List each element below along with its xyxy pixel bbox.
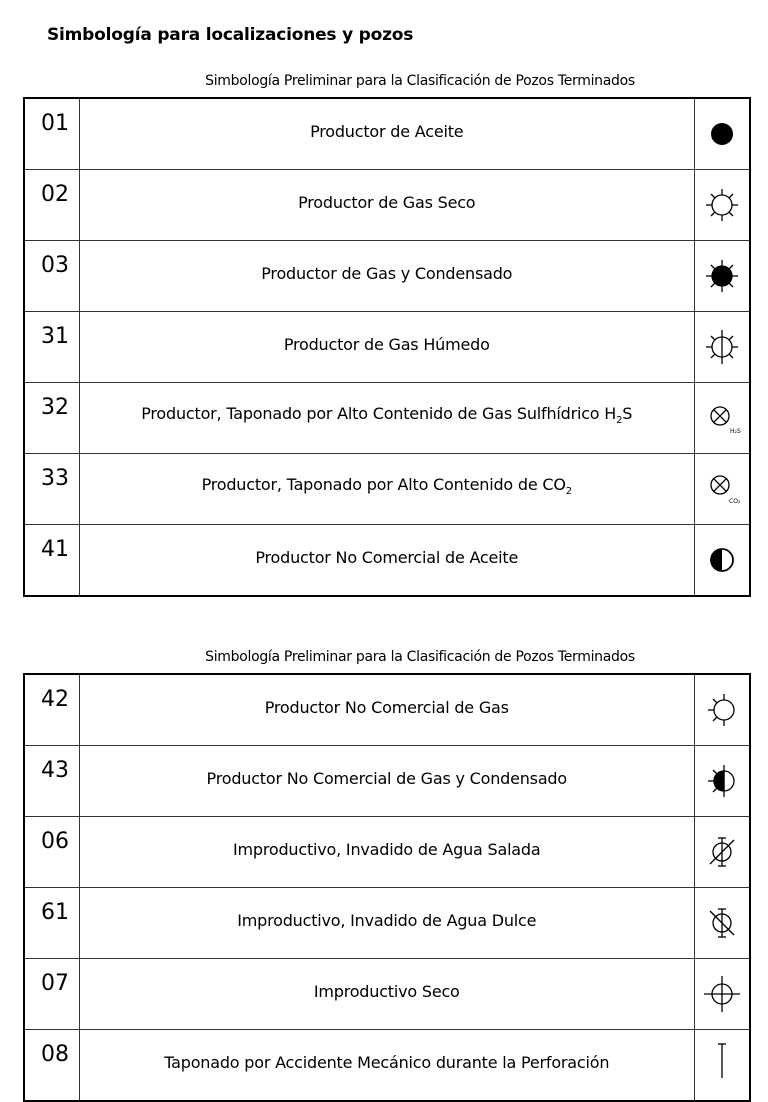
half-sun-open-icon (695, 674, 751, 746)
table-row (24, 383, 750, 454)
row-code: 01 (24, 98, 79, 170)
row-code: 42 (24, 674, 79, 746)
sun-vertical-line-icon (695, 312, 751, 383)
circle-crosshair-icon (695, 959, 751, 1030)
table-row (24, 888, 750, 959)
desc-tail: S (622, 403, 633, 423)
page-title: Simbología para localizaciones y pozos (47, 25, 414, 45)
backslashed-circle-bar-icon (695, 888, 751, 959)
half-sun-half-filled-icon (695, 746, 751, 817)
table-row (24, 525, 750, 597)
svg-text:H₂S: H₂S (730, 428, 741, 435)
row-description: Taponado por Accidente Mecánico durante la Perforación (79, 1030, 695, 1102)
row-description: Productor No Comercial de Aceite (79, 525, 695, 597)
table-row (24, 454, 750, 525)
table-row (24, 1030, 750, 1102)
row-code: 41 (24, 525, 79, 597)
row-description: Productor No Comercial de Gas y Condensado (79, 746, 695, 817)
row-description: Improductivo Seco (79, 959, 695, 1030)
row-code: 31 (24, 312, 79, 383)
crossed-circle-h2s-icon (695, 383, 751, 454)
row-description: Improductivo, Invadido de Agua Dulce (79, 888, 695, 959)
table-row (24, 98, 750, 170)
row-code: 03 (24, 241, 79, 312)
row-description: Productor de Gas y Condensado (79, 241, 695, 312)
row-description (79, 454, 695, 525)
table-row (24, 746, 750, 817)
row-code: 32 (24, 383, 79, 454)
crossed-circle-co2-icon (695, 454, 751, 525)
table-row (24, 959, 750, 1030)
row-code: 07 (24, 959, 79, 1030)
filled-circle-icon (695, 98, 751, 170)
row-description: Productor No Comercial de Gas (79, 674, 695, 746)
table-row (24, 817, 750, 888)
table-row (24, 674, 750, 746)
desc-subscript: 2 (616, 415, 623, 427)
symbol-table-1 (23, 97, 751, 597)
table-caption: Simbología Preliminar para la Clasificación de Pozos Terminados (205, 649, 635, 665)
desc-text: Productor, Taponado por Alto Contenido de Gas Sulfhídrico H (141, 403, 617, 423)
desc-subscript: 2 (565, 486, 572, 498)
row-description: Improductivo, Invadido de Agua Salada (79, 817, 695, 888)
row-code: 06 (24, 817, 79, 888)
table-row (24, 241, 750, 312)
table-row (24, 170, 750, 241)
symbol-table-2 (23, 673, 751, 1102)
open-sun-icon (695, 170, 751, 241)
table-caption: Simbología Preliminar para la Clasificación de Pozos Terminados (205, 73, 635, 89)
slashed-circle-bar-icon (695, 817, 751, 888)
row-code: 33 (24, 454, 79, 525)
row-code: 08 (24, 1030, 79, 1102)
row-code: 61 (24, 888, 79, 959)
filled-sun-icon (695, 241, 751, 312)
row-code: 43 (24, 746, 79, 817)
half-filled-circle-icon (695, 525, 751, 597)
table-row (24, 312, 750, 383)
row-description: Productor de Gas Seco (79, 170, 695, 241)
row-code: 02 (24, 170, 79, 241)
row-description: Productor de Gas Húmedo (79, 312, 695, 383)
bar-top-icon (695, 1030, 751, 1102)
desc-text: Productor, Taponado por Alto Contenido de CO (201, 474, 566, 494)
svg-text:CO₂: CO₂ (729, 498, 741, 505)
row-description: Productor de Aceite (79, 98, 695, 170)
row-description (79, 383, 695, 454)
